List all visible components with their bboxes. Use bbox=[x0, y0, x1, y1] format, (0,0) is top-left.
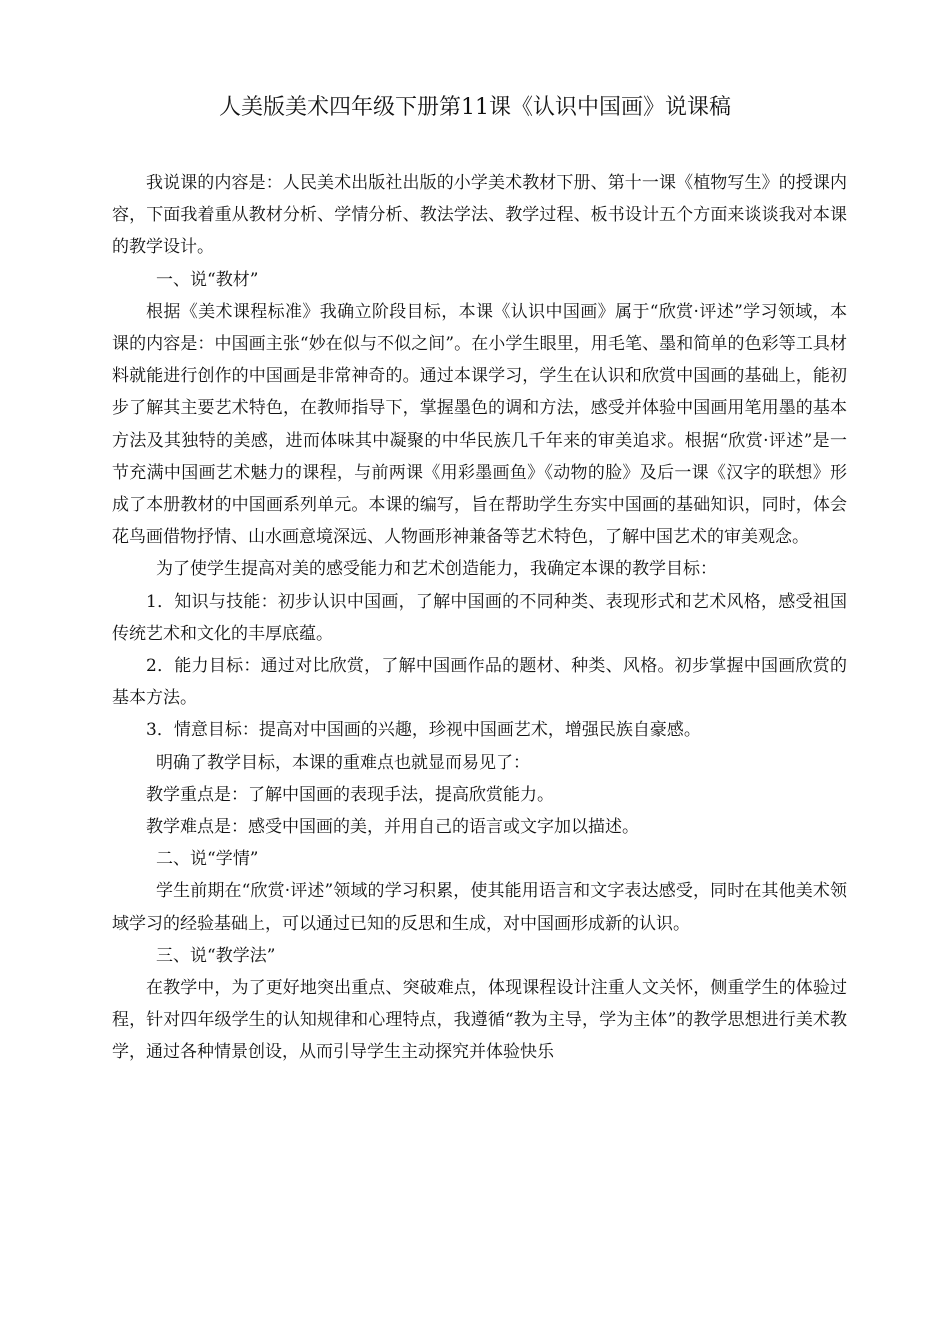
paragraph-key-point: 教学重点是：了解中国画的表现手法，提高欣赏能力。 bbox=[146, 784, 554, 805]
paragraph-method: 在教学中，为了更好地突出重点、突破难点，体现课程设计注重人文关怀，侧重学生的体验过程，针对四年级学生的认知规律和心理特点，我遵循“教为主导，学为主体”的教学思想进行美术教学，通过各种情景创设，从而引导学生主动探究并体验快乐 bbox=[112, 978, 847, 1063]
paragraph-goals-intro: 为了使学生提高对美的感受能力和艺术创造能力，我确定本课的教学目标： bbox=[156, 559, 717, 580]
section-heading-students: 二、说“学情” bbox=[156, 849, 259, 870]
document-title: 人美版美术四年级下册第11课《认识中国画》说课稿 bbox=[219, 95, 731, 120]
paragraph-goal-3: 3．情意目标：提高对中国画的兴趣，珍视中国画艺术，增强民族自豪感。 bbox=[146, 720, 701, 741]
paragraph-students: 学生前期在“欣赏·评述”领域的学习积累，使其能用语言和文字表达感受，同时在其他美术领域学习的经验基础上，可以通过已知的反思和生成，对中国画形成新的认识。 bbox=[112, 881, 847, 934]
paragraph-intro: 我说课的内容是：人民美术出版社出版的小学美术教材下册、第十一课《植物写生》的授课内容，下面我着重从教材分析、学情分析、教法学法、教学过程、板书设计五个方面来谈谈我对本课的教学设计。 bbox=[112, 173, 847, 258]
document-body bbox=[112, 167, 847, 1069]
section-heading-textbook: 一、说“教材” bbox=[156, 269, 259, 290]
paragraph-goal-1: 1．知识与技能：初步认识中国画，了解中国画的不同种类、表现形式和艺术风格，感受祖国传统艺术和文化的丰厚底蕴。 bbox=[112, 591, 847, 644]
paragraph-difficult-point: 教学难点是：感受中国画的美，并用自己的语言或文字加以描述。 bbox=[146, 817, 639, 838]
paragraph-difficulty-intro: 明确了教学目标，本课的重难点也就显而易见了： bbox=[156, 752, 530, 773]
paragraph-goal-2: 2．能力目标：通过对比欣赏，了解中国画作品的题材、种类、风格。初步掌握中国画欣赏的基本方法。 bbox=[112, 656, 847, 709]
paragraph-textbook: 根据《美术课程标准》我确立阶段目标，本课《认识中国画》属于“欣赏·评述”学习领域，本课的内容是：中国画主张“妙在似与不似之间”。在小学生眼里，用毛笔、墨和简单的色彩等工具材料就能进行创作的中国画是非常神奇的。通过本课学习，学生在认识和欣赏中国画的基础上，能初步了解其主要艺术特色，在教师指导下，掌握墨色的调和方法，感受并体验中国画用笔用墨的基本方法及其独特的美感，进而体味其中凝聚的中华民族几千年来的审美追求。根据“欣赏·评述”是一节充满中国画艺术魅力的课程，与前两课《用彩墨画鱼》《动物的脸》及后一课《汉字的联想》形成了本册教材的中国画系列单元。本课的编写，旨在帮助学生夯实中国画的基础知识，同时，体会花鸟画借物抒情、山水画意境深远、人物画形神兼备等艺术特色，了解中国艺术的审美观念。 bbox=[112, 301, 847, 548]
section-heading-method: 三、说“教学法” bbox=[156, 945, 276, 966]
